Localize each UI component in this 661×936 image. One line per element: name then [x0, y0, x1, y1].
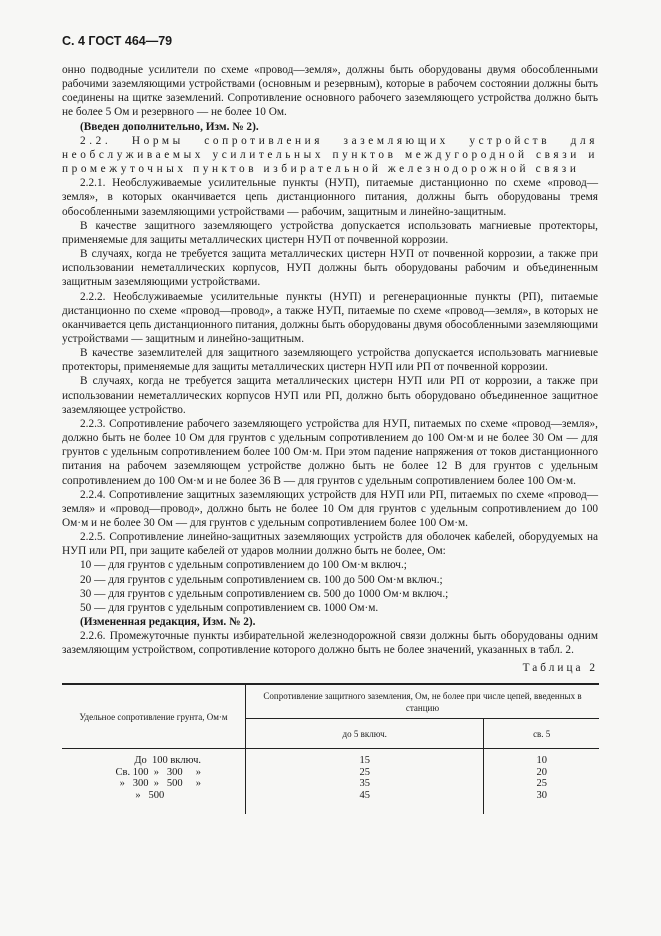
value-cell: 15 — [246, 749, 484, 767]
table-row — [62, 790, 599, 814]
resistance-table — [62, 683, 599, 814]
column-header-group: Сопротивление защитного заземления, Ом, не более при числе цепей, введенных в станцию — [246, 684, 600, 719]
value-cell: 10 — [536, 755, 547, 766]
paragraph: 2.2.6. Промежуточные пункты избирательной железнодорожной связи должны быть оборудованы одним заземляющим устройством, сопротивление которого должно быть не более значений, указанных в табл. 2. — [62, 630, 598, 657]
table-row — [62, 749, 599, 767]
paragraph: В качестве заземлителей для защитного заземляющего устройства допускается использовать магниевые протекторы, применяемые для защиты металлических цистерн НУП или РП от почвенной коррозии. — [62, 347, 598, 374]
table-row — [62, 767, 599, 779]
table-row — [62, 778, 599, 790]
paragraph: 2.2.5. Сопротивление линейно-защитных заземляющих устройств для оболочек кабелей, оборудуемых на НУП или РП, при защите кабелей от ударов молнии должно быть не более, Ом: — [62, 531, 598, 558]
column-header-up-to-5: до 5 включ. — [246, 719, 484, 749]
soil-cell: » 500 — [62, 790, 246, 814]
paragraph: В случаях, когда не требуется защита металлических цистерн НУП или РП от коррозии, а также при использовании неметаллических корпусов НУП или РП, должно быть оборудовано объединенное защитное заземляющее устройство. — [62, 375, 598, 416]
paragraph: (Введен дополнительно, Изм. № 2). — [80, 120, 259, 133]
soil-cell: До 100 включ. — [62, 749, 246, 767]
paragraph: В качестве защитного заземляющего устройства допускается использовать магниевые протекторы, применяемые для защиты металлических цистерн НУП от почвенной коррозии. — [62, 219, 598, 246]
value-cell: 20 — [536, 766, 547, 778]
section-heading: 2.2. Нормы сопротивления заземляющих устройств для необслуживаемых усилительных пунктов междугородной связи и промежуточных пунктов избирательной железнодорожной связи — [62, 134, 598, 176]
table-caption: Таблица 2 — [522, 662, 598, 674]
soil-cell: » 300 » 500 » — [62, 778, 246, 790]
paragraph: 2.2.1. Необслуживаемые усилительные пункты (НУП), питаемые дистанционно по схеме «провод—земля», в которых оканчивается цепь дистанционного питания, должны быть оборудованы тремя обособленными заземляющими устройствами — рабочим, защитным и линейно-защитным. — [62, 177, 598, 218]
paragraph: 2.2.4. Сопротивление защитных заземляющих устройств для НУП или РП, питаемых по схеме «провод—земля» и «провод—провод», должно быть не более 10 Ом для грунтов с удельным сопротивлением до 100 Ом·м и не более 30 Ом — для грунтов с удельным сопротивлением более 100 Ом·м. — [62, 488, 598, 529]
page-header: С. 4 ГОСТ 464—79 — [62, 34, 173, 48]
value-cell: 45 — [246, 790, 484, 814]
body-text — [62, 63, 598, 658]
list-item: 10 — для грунтов с удельным сопротивлением до 100 Ом·м включ.; — [80, 559, 407, 572]
paragraph: 2.2.2. Необслуживаемые усилительные пункты (НУП) и регенерационные пункты (РП), питаемые дистанционно по схеме «провод—провод», а также НУП, питаемые по схеме «провод—земля», в которых не оканчивается цепь дистанционного питания, должны быть оборудованы двумя обособленными заземляющими устройствами — защитным и линейно-защитным. — [62, 290, 598, 345]
value-cell: 30 — [536, 790, 547, 802]
soil-cell: Св. 100 » 300 » — [62, 767, 246, 779]
value-cell: 25 — [246, 767, 484, 779]
list-item: 20 — для грунтов с удельным сопротивлением св. 100 до 500 Ом·м включ.; — [80, 573, 443, 586]
value-cell: 25 — [536, 778, 547, 790]
list-item: 50 — для грунтов с удельным сопротивлением св. 1000 Ом·м. — [80, 601, 379, 614]
paragraph: (Измененная редакция, Изм. № 2). — [80, 616, 256, 629]
value-cell: 35 — [246, 778, 484, 790]
column-header-over-5: св. 5 — [484, 719, 599, 749]
paragraph: 2.2.3. Сопротивление рабочего заземляющего устройства для НУП, питаемых по схеме «провод—земля», должно быть не более 10 Ом для грунтов с удельным сопротивлением до 100 Ом·м и не более 30 Ом — для грунтов с удельным сопротивлением более 100 Ом·м. При этом падение напряжения от токов дистанционного питания на рабочем заземляющем устройстве должно быть не более 12 В для грунтов с удельным сопротивлением до 100 Ом·м и не более 36 В — для грунтов с удельным сопротивлением более 100 Ом·м. — [62, 417, 598, 487]
paragraph: онно подводные усилители по схеме «провод—земля», должны быть оборудованы двумя обособленными рабочими заземляющими устройствами (основным и резервным), которые в рабочем состоянии должны быть соединены на щитке заземлений. Сопротивление основного рабочего заземляющего устройства должно быть не более 5 Ом и резервного — не более 10 Ом. — [62, 64, 598, 119]
paragraph: В случаях, когда не требуется защита металлических цистерн НУП от почвенной коррозии, а также при использовании неметаллических корпусов, НУП должны быть оборудованы рабочим и объединенным защитным заземляющими устройствами. — [62, 248, 598, 289]
list-item: 30 — для грунтов с удельным сопротивлением св. 500 до 1000 Ом·м включ.; — [80, 587, 449, 600]
column-header-soil: Удельное сопротивление грунта, Ом·м — [62, 684, 246, 749]
